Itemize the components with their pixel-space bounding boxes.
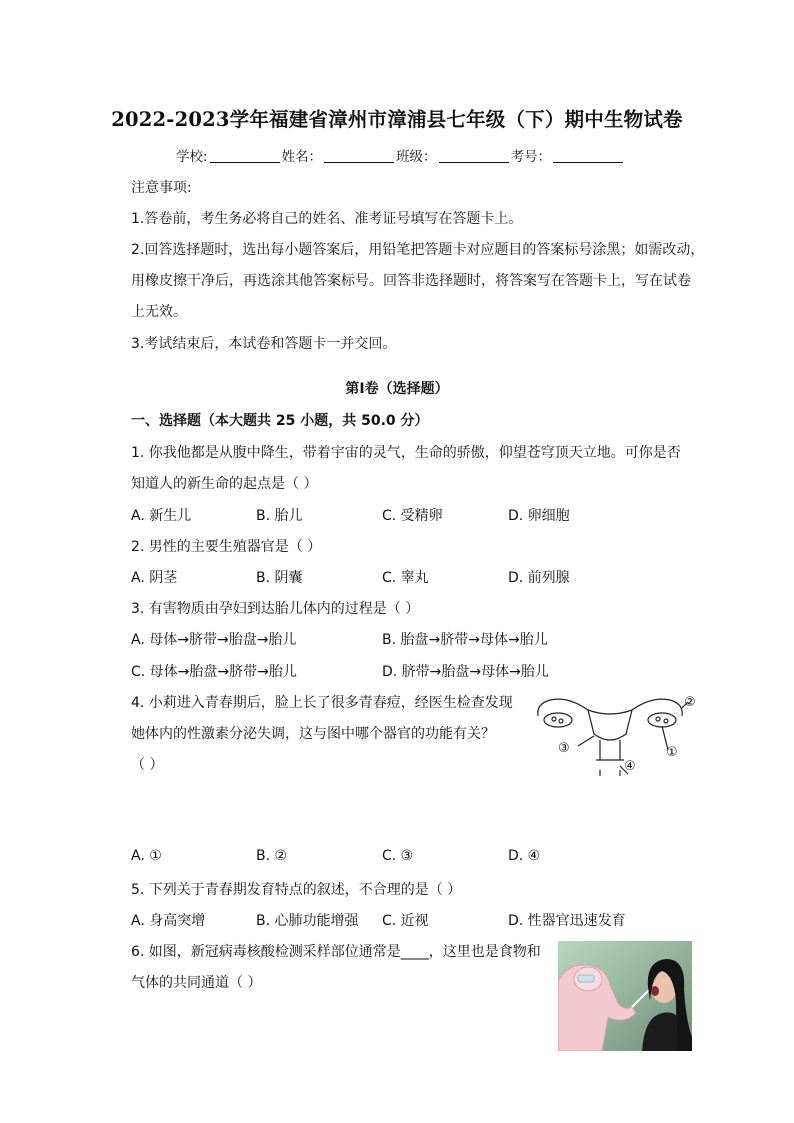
q6-line-2: 气体的共同通道（ ） — [131, 975, 262, 991]
right-ovary — [648, 713, 676, 727]
q3-option-d[interactable]: D. 脐带→胎盘→母体→胎儿 — [382, 664, 549, 680]
uterus-shape — [588, 710, 632, 740]
q2-option-a[interactable]: A. 阴茎 — [131, 570, 178, 586]
school-blank[interactable] — [210, 150, 280, 163]
q4-option-b[interactable]: B. ② — [256, 848, 288, 864]
q4-option-c[interactable]: C. ③ — [382, 848, 414, 864]
q2-option-b[interactable]: B. 阴囊 — [256, 570, 303, 586]
q1-option-a[interactable]: A. 新生儿 — [131, 508, 192, 524]
q3-option-c[interactable]: C. 母体→胎盘→脐带→胎儿 — [131, 664, 297, 680]
q3-option-a[interactable]: A. 母体→脐带→胎盘→胎儿 — [131, 632, 297, 648]
marker-2: ② — [684, 695, 696, 710]
q5-option-b[interactable]: B. 心肺功能增强 — [256, 913, 359, 929]
notice-item-3: 3.考试结束后，本试卷和答题卡一并交回。 — [131, 336, 397, 352]
q4-line-3: （ ） — [131, 757, 164, 773]
q2-option-c[interactable]: C. 睾丸 — [382, 570, 429, 586]
swab-test-photo — [558, 941, 692, 1051]
q5-line-1: 5. 下列关于青春期发育特点的叙述，不合理的是（ ） — [131, 882, 462, 898]
female-reproductive-diagram — [528, 688, 696, 776]
vagina — [600, 740, 620, 760]
marker-1: ① — [666, 745, 678, 760]
q2-option-d[interactable]: D. 前列腺 — [508, 570, 570, 586]
class-label: 班级： — [396, 149, 437, 165]
notice-item-2-line-1: 2.回答选择题时，选出每小题答案后，用铅笔把答题卡对应题目的答案标号涂黑；如需改动， — [131, 242, 705, 258]
q4-line-2: 她体内的性激素分泌失调，这与图中哪个器官的功能有关？ — [131, 726, 495, 742]
marker-4: ④ — [624, 759, 636, 774]
q1-line-1: 1. 你我他都是从腹中降生，带着宇宙的灵气，生命的骄傲，仰望苍穹顶天立地。可你是否 — [131, 445, 681, 461]
left-ovary — [544, 713, 572, 727]
name-label: 姓名： — [281, 149, 323, 165]
notice-item-2-line-3: 上无效。 — [131, 304, 187, 320]
section-title: 第Ⅰ卷（选择题） — [345, 381, 449, 397]
q6-line-1: 6. 如图，新冠病毒核酸检测采样部位通常是____，这里也是食物和 — [131, 944, 541, 960]
marker-3: ③ — [558, 741, 570, 756]
q3-line-1: 3. 有害物质由孕妇到达胎儿体内的过程是（ ） — [131, 601, 420, 617]
name-blank[interactable] — [324, 150, 394, 163]
notice-heading: 注意事项: — [131, 180, 192, 196]
q4-line-1: 4. 小莉进入青春期后，脸上长了很多青春痘，经医生检查发现 — [131, 695, 513, 711]
q4-option-a[interactable]: A. ① — [131, 848, 162, 864]
q5-option-c[interactable]: C. 近视 — [382, 913, 429, 929]
exam-no-blank[interactable] — [553, 150, 623, 163]
q5-option-d[interactable]: D. 性器官迅速发育 — [508, 913, 626, 929]
q5-option-a[interactable]: A. 身高突增 — [131, 913, 206, 929]
notice-item-2-line-2: 用橡皮擦干净后，再选涂其他答案标号。回答非选择题时，将答案写在答题卡上，写在试卷 — [131, 273, 691, 289]
section-subtitle: 一、选择题（本大题共 25 小题，共 50.0 分） — [131, 413, 429, 429]
q4-option-d[interactable]: D. ④ — [508, 848, 541, 864]
class-blank[interactable] — [439, 150, 509, 163]
student-info-line — [176, 145, 625, 165]
q1-option-d[interactable]: D. 卵细胞 — [508, 508, 570, 524]
exam-no-label: 考号： — [510, 149, 552, 165]
q1-option-c[interactable]: C. 受精卵 — [382, 508, 443, 524]
q2-line-1: 2. 男性的主要生殖器官是（ ） — [131, 539, 322, 555]
q1-line-2: 知道人的新生命的起点是（ ） — [131, 476, 318, 492]
school-label: 学校: — [176, 149, 208, 165]
q1-option-b[interactable]: B. 胎儿 — [256, 508, 303, 524]
page-title: 2022-2023学年福建省漳州市漳浦县七年级（下）期中生物试卷 — [111, 108, 683, 131]
notice-item-1: 1.答卷前，考生务必将自己的姓名、准考证号填写在答题卡上。 — [131, 211, 523, 227]
q3-option-b[interactable]: B. 胎盘→脐带→母体→胎儿 — [382, 632, 548, 648]
